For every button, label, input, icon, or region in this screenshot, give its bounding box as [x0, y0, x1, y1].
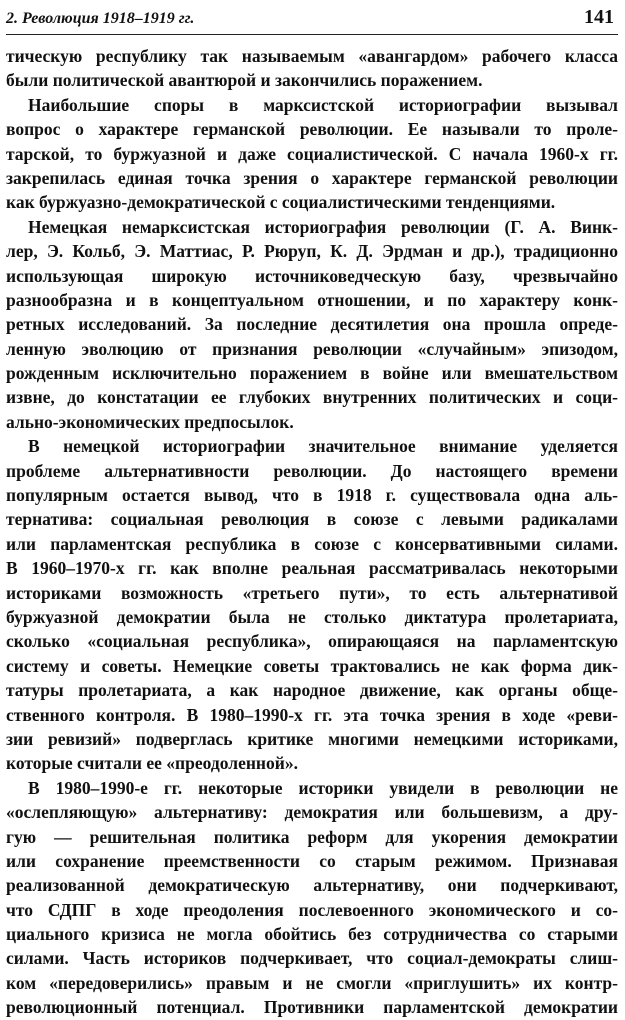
section-title: 2. Революция 1918–1919 гг.	[6, 10, 195, 27]
text-line: В немецкой историографии значительное внимание уделяется	[28, 436, 618, 457]
text-line: или сохранение преемственности со старым режимом. Признавая	[6, 850, 618, 871]
text-line: буржуазной демократии была не столько диктатура пролетариата,	[6, 606, 618, 627]
text-line: извне, до констатации ее глубоких внутренних политических и соци-	[6, 387, 618, 408]
text-line: силами. Часть историков подчеркивает, что социал-демократы слиш-	[6, 948, 618, 969]
text-line: ретных исследований. За последние десятилетия она прошла опреде-	[6, 314, 618, 335]
text-line: систему и советы. Немецкие советы трактовались не как форма дик-	[6, 655, 618, 676]
book-page	[6, 0, 618, 1018]
text-line: проблеме альтернативности революции. До настоящего времени	[6, 460, 618, 481]
text-line: закрепилась единая точка зрения о характере германской революции	[6, 167, 618, 188]
text-line: что СДПГ в ходе преодоления послевоенного экономического и со-	[6, 899, 618, 920]
text-line: лер, Э. Кольб, Э. Маттиас, Р. Рюруп, К. Д. Эрдман и др.), традиционно	[6, 241, 618, 262]
text-line: использующая широкую источниковедческую базу, чрезвычайно	[6, 265, 618, 286]
text-line: или парламентская республика в союзе с консервативными силами.	[6, 533, 618, 554]
text-line: вопрос о характере германской революции. Ее называли то проле-	[6, 119, 618, 140]
text-line: Немецкая немарксистская историография революции (Г. А. Винк-	[28, 216, 618, 237]
text-line: были политической авантюрой и закончились поражением.	[6, 70, 483, 91]
text-line: Наибольшие споры в марксистской историографии вызывал	[28, 94, 618, 115]
text-line: популярным остается вывод, что в 1918 г. существовала одна аль-	[6, 485, 618, 506]
text-line: рожденным исключительно поражением в войне или вмешательством	[6, 363, 618, 384]
header-rule	[6, 34, 618, 35]
page-number: 141	[584, 6, 614, 28]
text-line: циального кризиса не могла обойтись без сотрудничества со старыми	[6, 924, 618, 945]
text-line: историками возможность «третьего пути», то есть альтернативой	[6, 582, 618, 603]
text-line: ственного контроля. В 1980–1990-х гг. эта точка зрения в ходе «реви-	[6, 704, 618, 725]
text-line: сколько «социальная республика», опирающаяся на парламентскую	[6, 631, 618, 652]
text-line: татуры пролетариата, а как народное движение, как органы обще-	[6, 680, 618, 701]
text-line: тернатива: социальная революция в союзе с левыми радикалами	[6, 509, 618, 530]
text-line: В 1980–1990-е гг. некоторые историки увидели в революции не	[28, 777, 618, 798]
text-line: ком «передоверились» правым и не смогли «приглушить» их контр-	[6, 972, 618, 993]
body-text	[6, 44, 618, 1020]
text-line: разнообразна и в концептуальном отношении, и по характеру конк-	[6, 289, 618, 310]
running-head	[6, 6, 618, 32]
text-line: тарской, то буржуазной и даже социалистической. С начала 1960-х гг.	[6, 143, 618, 164]
text-line: тическую республику так называемым «авангардом» рабочего класса	[6, 46, 618, 66]
text-line: ально-экономических предпосылок.	[6, 411, 294, 432]
text-line: зии ревизий» подверглась критике многими немецкими историками,	[6, 728, 618, 749]
text-line: ленную эволюцию от признания революции «случайным» эпизодом,	[6, 338, 618, 359]
text-line: «ослепляющую» альтернативу: демократия или большевизм, а дру-	[6, 802, 618, 823]
text-line: гую — решительная политика реформ для укорения демократии	[6, 826, 618, 847]
text-line: В 1960–1970-х гг. как вполне реальная рассматривалась некоторыми	[6, 558, 618, 579]
text-line: которые считали ее «преодоленной».	[6, 753, 298, 774]
text-line: реализованной демократическую альтернативу, они подчеркивают,	[6, 875, 618, 896]
text-line: как буржуазно-демократической с социалистическими тенденциями.	[6, 192, 556, 213]
text-line: революционный потенциал. Противники парламентской демократии	[6, 997, 618, 1018]
